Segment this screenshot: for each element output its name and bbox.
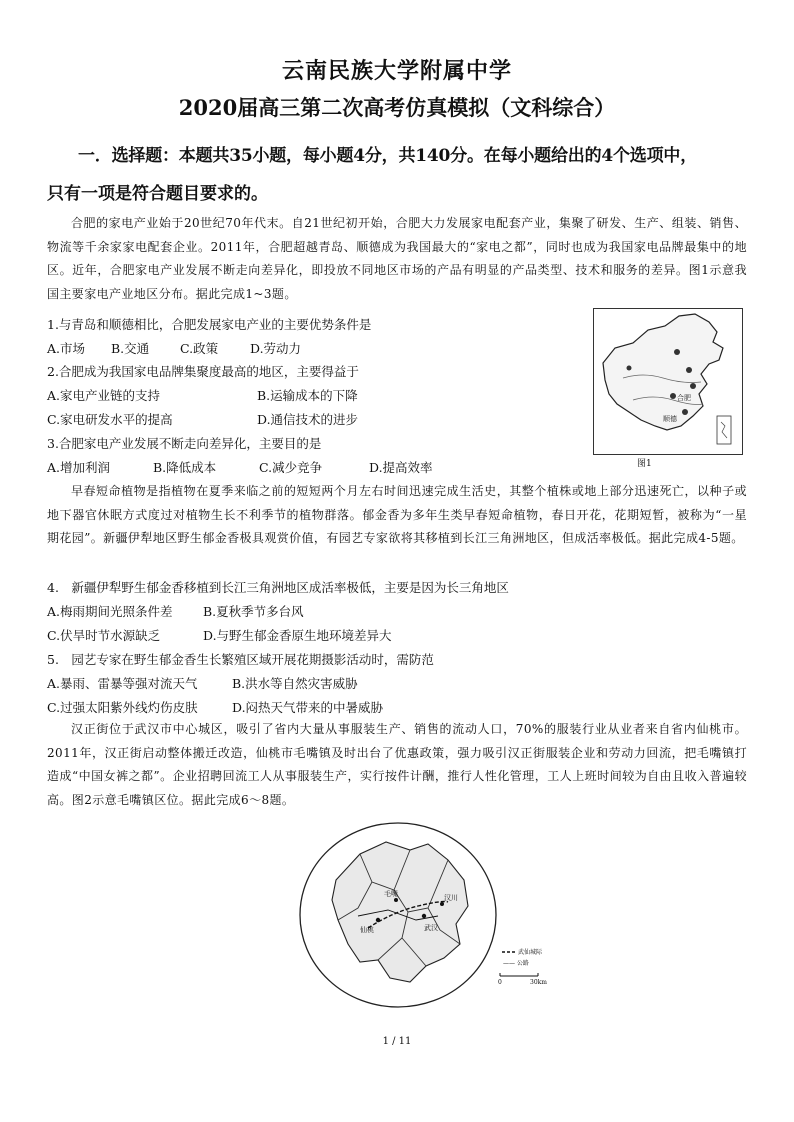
q4-option-d: D.与野生郁金香原生地环境差异大 — [203, 628, 392, 643]
q5-option-b: B.洪水等自然灾害威胁 — [232, 676, 358, 691]
question-2 — [47, 362, 359, 380]
question-5 — [47, 650, 434, 668]
question-4-options — [47, 602, 647, 648]
question-2-stem: 2.合肥成为我国家电品牌集聚度最高的地区，主要得益于 — [47, 364, 359, 379]
china-map-image — [593, 308, 743, 468]
q2-option-d: D.通信技术的进步 — [257, 412, 359, 427]
q4-option-c: C.伏旱时节水源缺乏 — [47, 628, 161, 643]
question-3-options — [47, 458, 587, 478]
exam-title: 2020届高三第二次高考仿真模拟（文科综合） — [178, 95, 616, 120]
question-4 — [47, 578, 509, 596]
question-3-stem: 3.合肥家电产业发展不断走向差异化，主要目的是 — [47, 436, 322, 451]
figure-2-scale-zero: 0 — [498, 979, 502, 986]
q3-option-a: A.增加利润 — [47, 460, 111, 475]
q2-option-a: A.家电产业链的支持 — [47, 388, 161, 403]
maozui-map-image — [298, 820, 548, 1015]
figure-1-caption: 图1 — [637, 459, 652, 469]
school-title: 云南民族大学附属中学 — [281, 58, 512, 84]
q1-option-d: D.劳动力 — [250, 341, 302, 356]
figure-2-label-maozui: 毛嘴 — [384, 890, 398, 898]
section-instruction-line1: 一．选择题：本题共35小题，每小题4分，共140分。在每小题给出的4个选项中， — [78, 146, 697, 166]
figure-2-label-wuhan: 武汉 — [424, 924, 438, 932]
q5-option-d: D.闷热天气带来的中暑威胁 — [232, 700, 384, 715]
question-5-stem: 5. 园艺专家在野生郁金香生长繁殖区域开展花期摄影活动时，需防范 — [47, 652, 434, 667]
q4-option-a: A.梅雨期间光照条件差 — [47, 604, 173, 619]
page-number: 1 / 11 — [382, 1036, 412, 1047]
question-3 — [47, 434, 321, 452]
q1-option-a: A.市场 — [47, 341, 86, 356]
figure-1-label-hefei: 合肥 — [677, 394, 691, 402]
question-1 — [47, 315, 371, 333]
question-4-stem: 4. 新疆伊犁野生郁金香移植到长江三角洲地区成活率极低，主要是因为长三角地区 — [47, 580, 509, 595]
question-1-options — [47, 339, 587, 359]
figure-1-label-shunde: 顺德 — [663, 415, 677, 423]
figure-2-label-xiantao: 仙桃 — [360, 926, 374, 934]
q1-option-b: B.交通 — [111, 341, 150, 356]
passage-2: 早春短命植物是指植物在夏季来临之前的短短两个月左右时间迅速完成生活史，其整个植株或地上部分迅速死亡，以种子或地下器官休眠方式度过对植物生长不利季节的植物群落。郁金香为多年生类早春短命植物，春日开花，花期短暂，被称为“一星期花园”。新疆伊犁地区野生郁金香极具观赏价值，有园艺专家欲将其移植到长江三角洲地区，但成活率极低。据此完成4-5题。 — [47, 484, 747, 545]
q1-option-c: C.政策 — [180, 341, 219, 356]
q5-option-c: C.过强太阳紫外线灼伤皮肤 — [47, 700, 198, 715]
passage-3: 汉正街位于武汉市中心城区，吸引了省内大量从事服装生产、销售的流动人口，70%的服装行业从业者来自省内仙桃市。2011年，汉正街启动整体搬迁改造，仙桃市毛嘴镇及时出台了优惠政策，强力吸引汉正街服装企业和劳动力回流，把毛嘴镇打造成“中国女裤之都”。企业招聘回流工人从事服装生产，实行按件计酬，推行人性化管理，工人上班时间较为自由且收入普遍较高。图2示意毛嘴镇区位。据此完成6～8题。 — [47, 722, 747, 807]
figure-2-scale-30km: 30km — [530, 979, 547, 986]
q3-option-d: D.提高效率 — [369, 460, 433, 475]
q4-option-b: B.夏秋季节多台风 — [203, 604, 304, 619]
figure-2-legend-road: —— 公路 — [503, 960, 529, 967]
section-instruction-line2: 只有一项是符合题目要求的。 — [47, 184, 268, 204]
figure-2-legend-railway: 武仙城际 — [518, 949, 543, 956]
passage-1: 合肥的家电产业始于20世纪70年代末。自21世纪初开始，合肥大力发展家电配套产业，集聚了研发、生产、组装、销售、物流等千余家家电配套企业。2011年，合肥超越青岛、顺德成为我国最大的“家电之都”，同时也成为我国家电品牌最集中的地区。近年，合肥家电产业发展不断走向差异化，即投放不同地区市场的产品有明显的产品类型、技术和服务的差异。图1示意我国主要家电产业地区分布。据此完成1~3题。 — [47, 216, 747, 301]
question-5-options — [47, 674, 647, 720]
question-1-stem: 1.与青岛和顺德相比，合肥发展家电产业的主要优势条件是 — [47, 317, 372, 332]
figure-2-maozui-map — [298, 820, 548, 1015]
q3-option-c: C.减少竞争 — [259, 460, 323, 475]
q2-option-c: C.家电研发水平的提高 — [47, 412, 173, 427]
question-2-options — [47, 386, 587, 432]
figure-1-china-map — [593, 308, 743, 468]
q2-option-b: B.运输成本的下降 — [257, 388, 358, 403]
q5-option-a: A.暴雨、雷暴等强对流天气 — [47, 676, 198, 691]
q3-option-b: B.降低成本 — [153, 460, 217, 475]
figure-2-label-hanchuan: 汉川 — [444, 894, 458, 902]
